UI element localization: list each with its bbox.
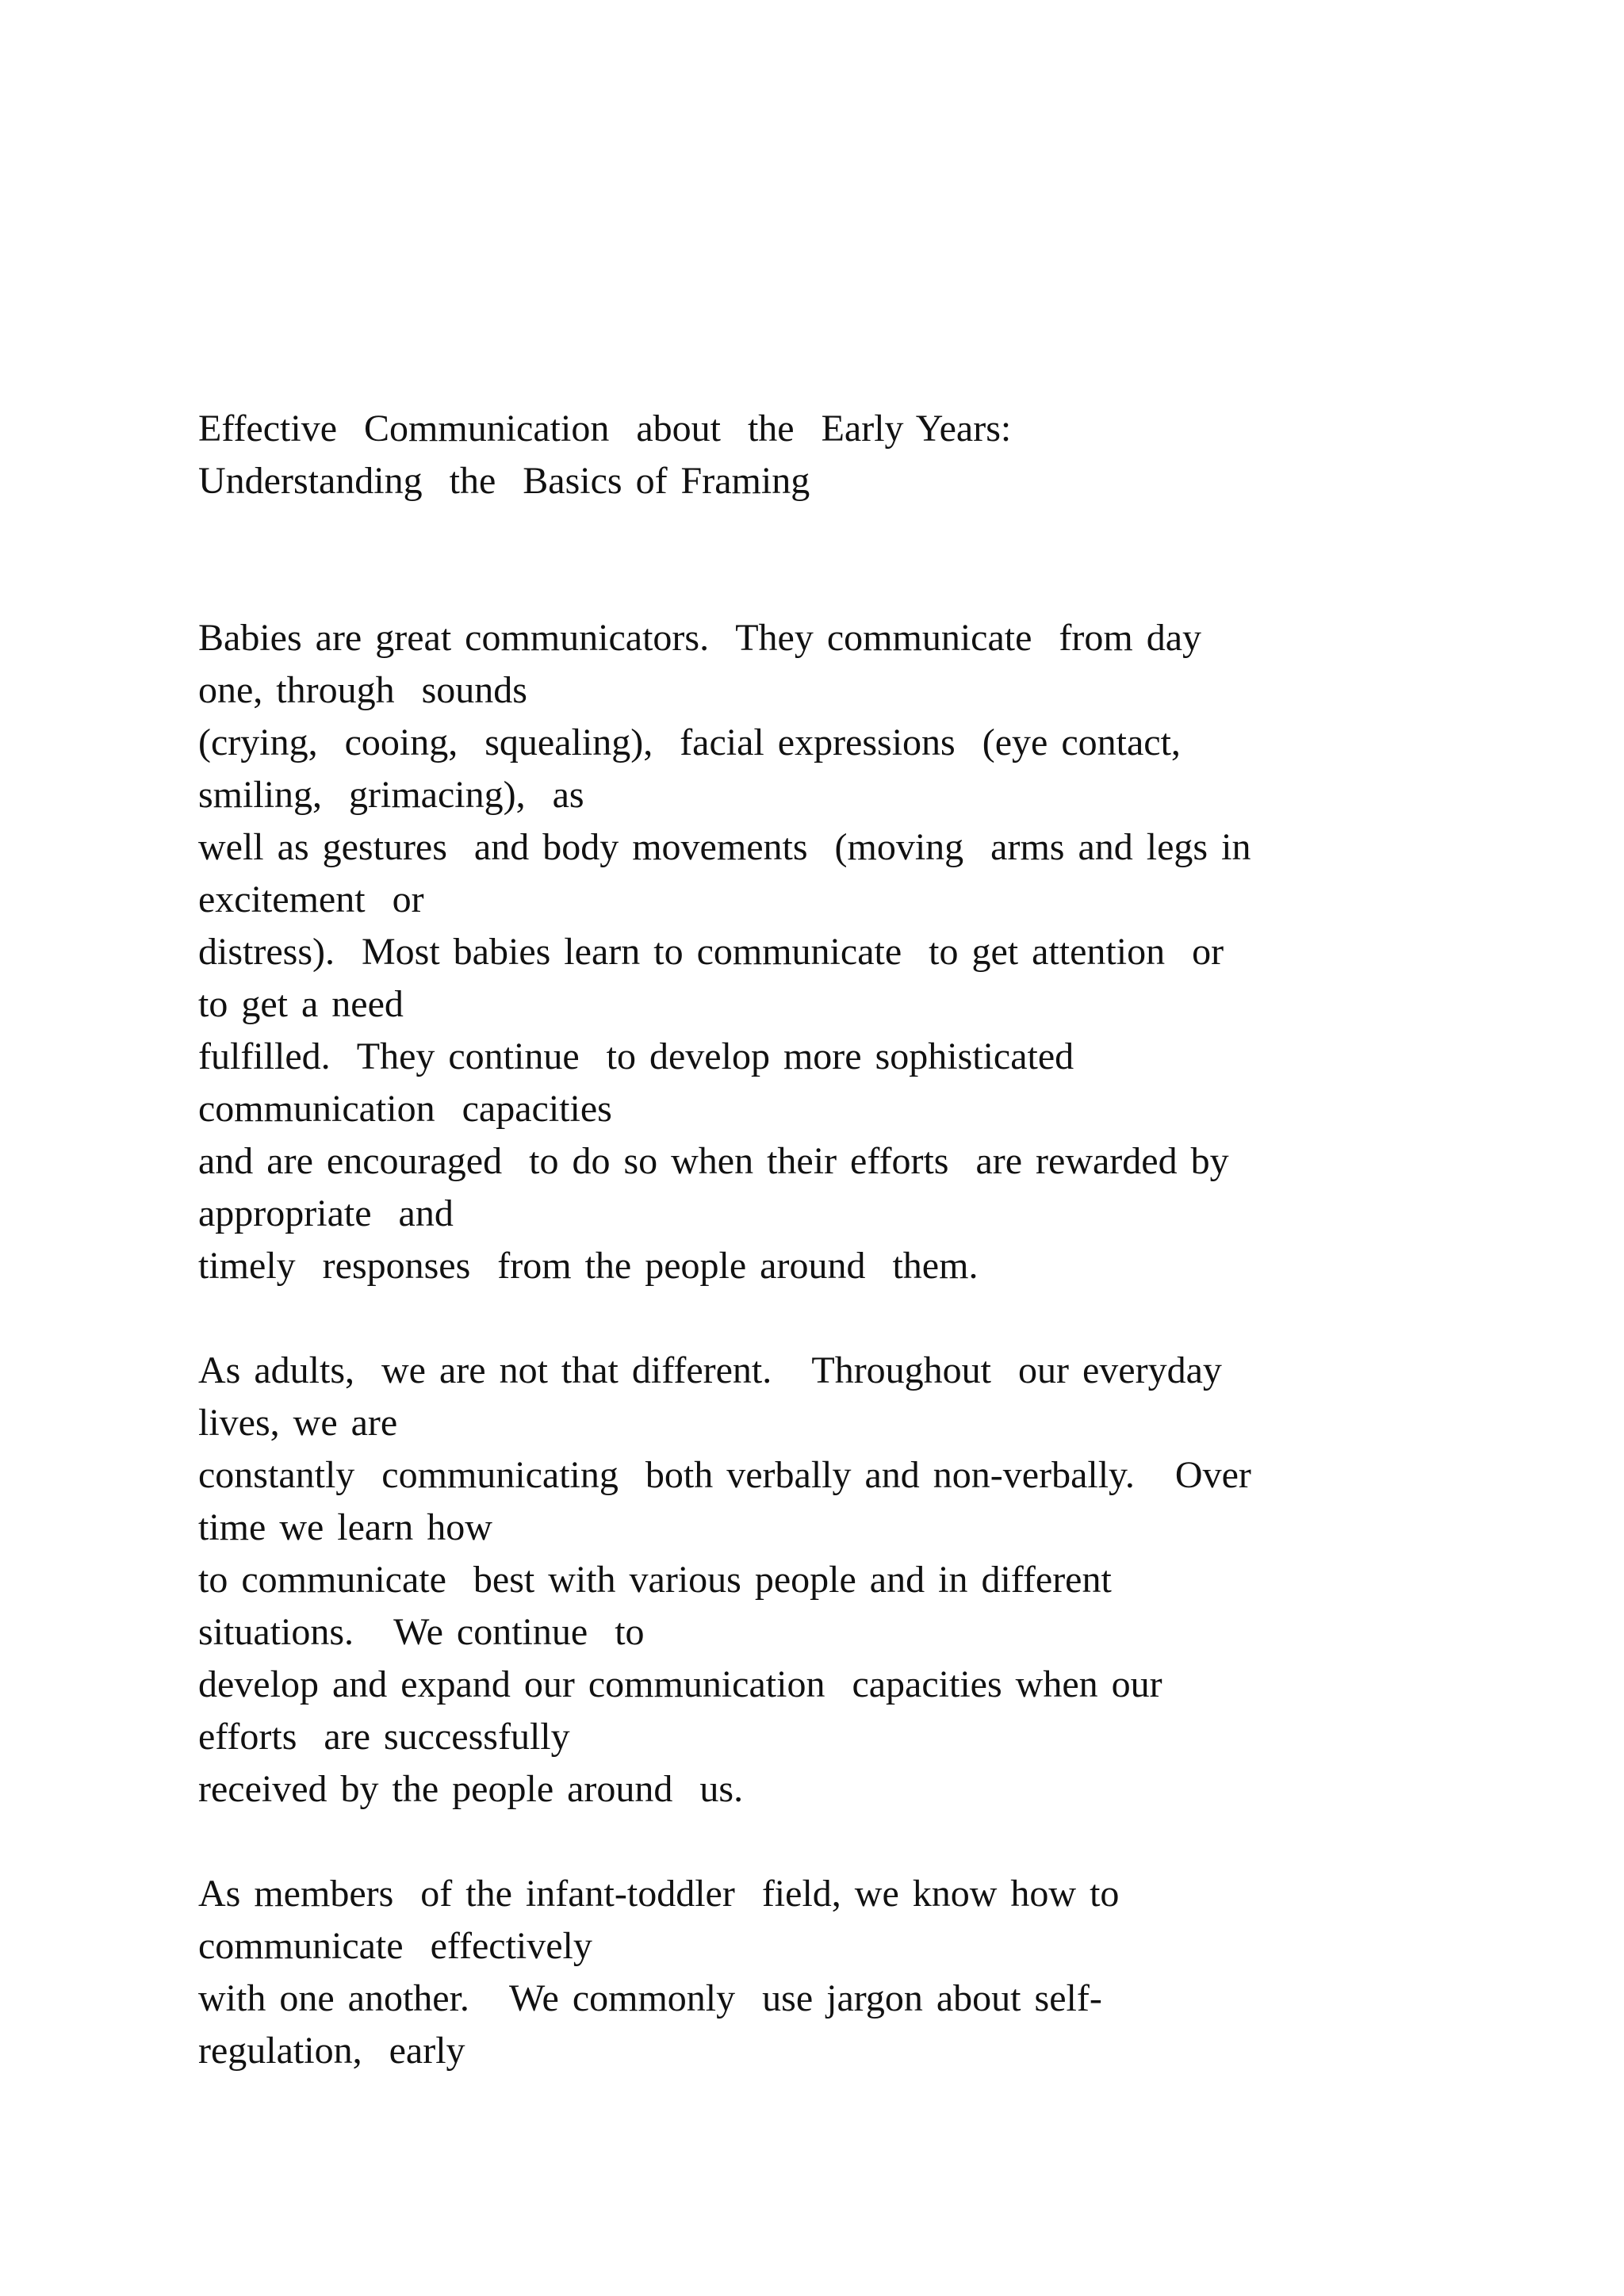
paragraph-2	[198, 1345, 1499, 1816]
title-line: Understanding the Basics of Framing	[198, 460, 810, 502]
paragraph-line: smiling, grimacing), as	[198, 774, 584, 816]
paragraph-line: situations. We continue to	[198, 1611, 645, 1653]
paragraph-line: efforts are successfully	[198, 1716, 570, 1758]
paragraph-line: regulation, early	[198, 2030, 465, 2072]
paragraph-3	[198, 1868, 1499, 2077]
spacer	[198, 1292, 1499, 1345]
paragraph-line: constantly communicating both verbally and non-verbally. Over	[198, 1454, 1251, 1496]
paragraph-line: one, through sounds	[198, 669, 527, 711]
paragraph-line: communication capacities	[198, 1088, 612, 1130]
spacer	[198, 1816, 1499, 1868]
paragraph-line: received by the people around us.	[198, 1768, 744, 1810]
paragraph-line: well as gestures and body movements (moving arms and legs in	[198, 826, 1251, 868]
paragraph-line: to get a need	[198, 983, 404, 1025]
paragraph-line: appropriate and	[198, 1192, 454, 1234]
paragraph-line: and are encouraged to do so when their efforts are rewarded by	[198, 1140, 1229, 1182]
paragraph-line: As adults, we are not that different. Throughout our everyday	[198, 1349, 1222, 1391]
paragraph-line: distress). Most babies learn to communicate to get attention or	[198, 931, 1224, 973]
paragraph-line: As members of the infant-toddler field, we know how to	[198, 1873, 1120, 1915]
paragraph-line: to communicate best with various people and in different	[198, 1559, 1112, 1601]
paragraph-line: fulfilled. They continue to develop more sophisticated	[198, 1035, 1074, 1077]
paragraph-line: communicate effectively	[198, 1925, 592, 1967]
document-body	[198, 403, 1499, 2077]
spacer	[198, 507, 1499, 612]
paragraph-line: (crying, cooing, squealing), facial expressions (eye contact,	[198, 721, 1181, 763]
paragraph-line: lives, we are	[198, 1402, 398, 1444]
paragraph-line: timely responses from the people around them.	[198, 1245, 979, 1287]
paragraph-line: Babies are great communicators. They communicate from day	[198, 617, 1202, 659]
paragraph-line: excitement or	[198, 878, 424, 920]
title-line: Effective Communication about the Early Years:	[198, 408, 1012, 450]
paragraph-line: time we learn how	[198, 1506, 492, 1548]
paragraph-1	[198, 612, 1499, 1292]
paragraph-line: develop and expand our communication capacities when our	[198, 1663, 1162, 1705]
document-title	[198, 403, 1499, 507]
paragraph-line: with one another. We commonly use jargon about self-	[198, 1977, 1102, 2019]
